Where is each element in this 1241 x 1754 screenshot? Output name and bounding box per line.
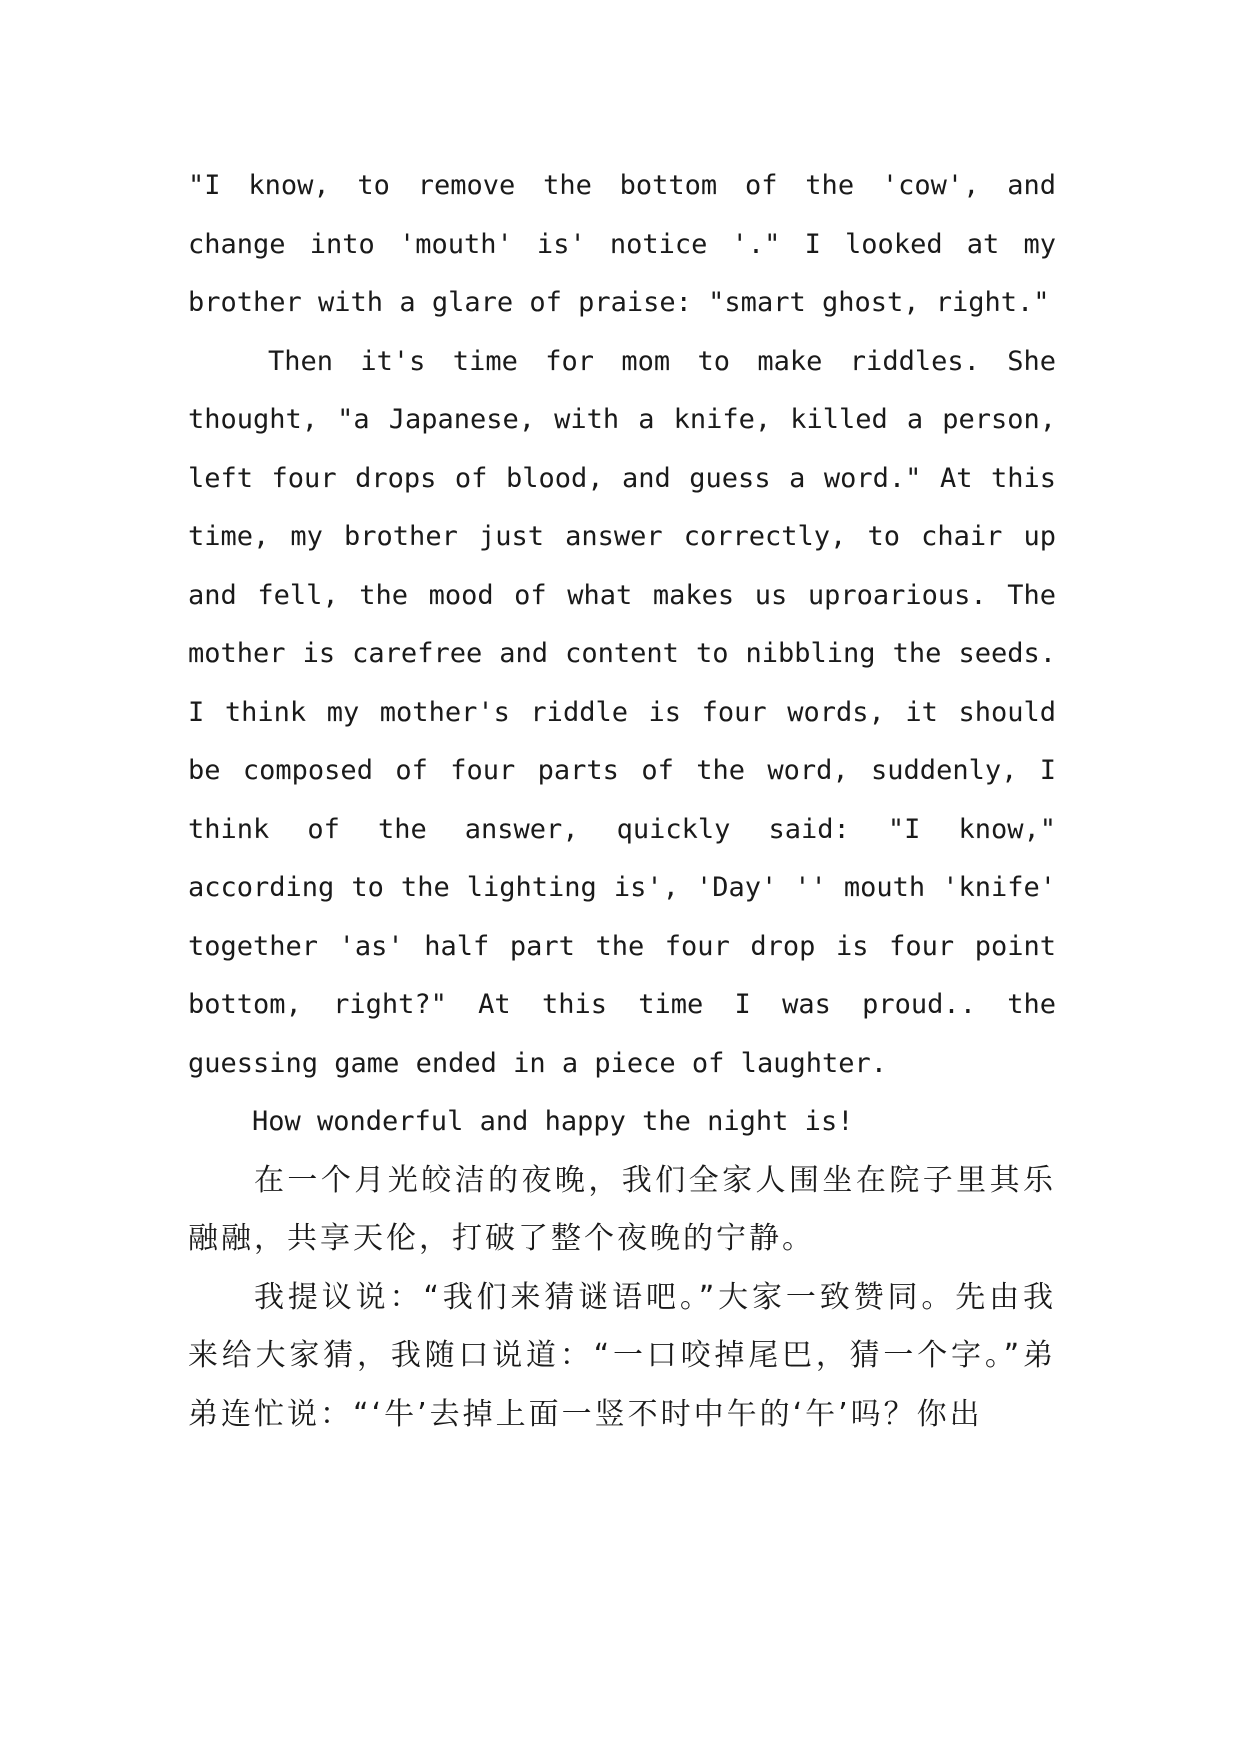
paragraph-dialogue-cow-riddle: "I know, to remove the bottom of the 'cow', and change into 'mouth' is' notice '." I looked at my brother with a glare of praise: "smart ghost, right." (188, 170, 1056, 318)
paragraph-mom-riddle: Then it's time for mom to make riddles. She thought, "a Japanese, with a knife, killed a person, left four drops of blood, and guess a word." At this time, my brother just answer correctly, to chair up and fell, the mood of what makes us uproarious. The mother is carefree and content to nibbling the seeds. I think my mother's riddle is four words, it should be composed of four parts of the word, suddenly, I think of the answer, quickly said: "I know," according to the lighting is', 'Day' '' mouth 'knife' together 'as' half part the four drop is four point bottom, right?" At this time I was proud.. the guessing game ended in a piece of laughter. (188, 345, 1056, 1079)
paragraph-chinese-riddle-proposal: 我提议说：“我们来猜谜语吧。”大家一致赞同。先由我来给大家猜，我随口说道：“一口咬掉尾巴，猜一个字。”弟弟连忙说：“‘牛’去掉上面一竖不时中午的‘午’吗？你出 (188, 1279, 1056, 1432)
document-body (188, 157, 1056, 1444)
paragraph-chinese-intro: 在一个月光皎洁的夜晚，我们全家人围坐在院子里其乐融融，共享天伦，打破了整个夜晚的宁静。 (188, 1162, 1056, 1256)
paragraph-closing-english: How wonderful and happy the night is! (252, 1106, 854, 1137)
